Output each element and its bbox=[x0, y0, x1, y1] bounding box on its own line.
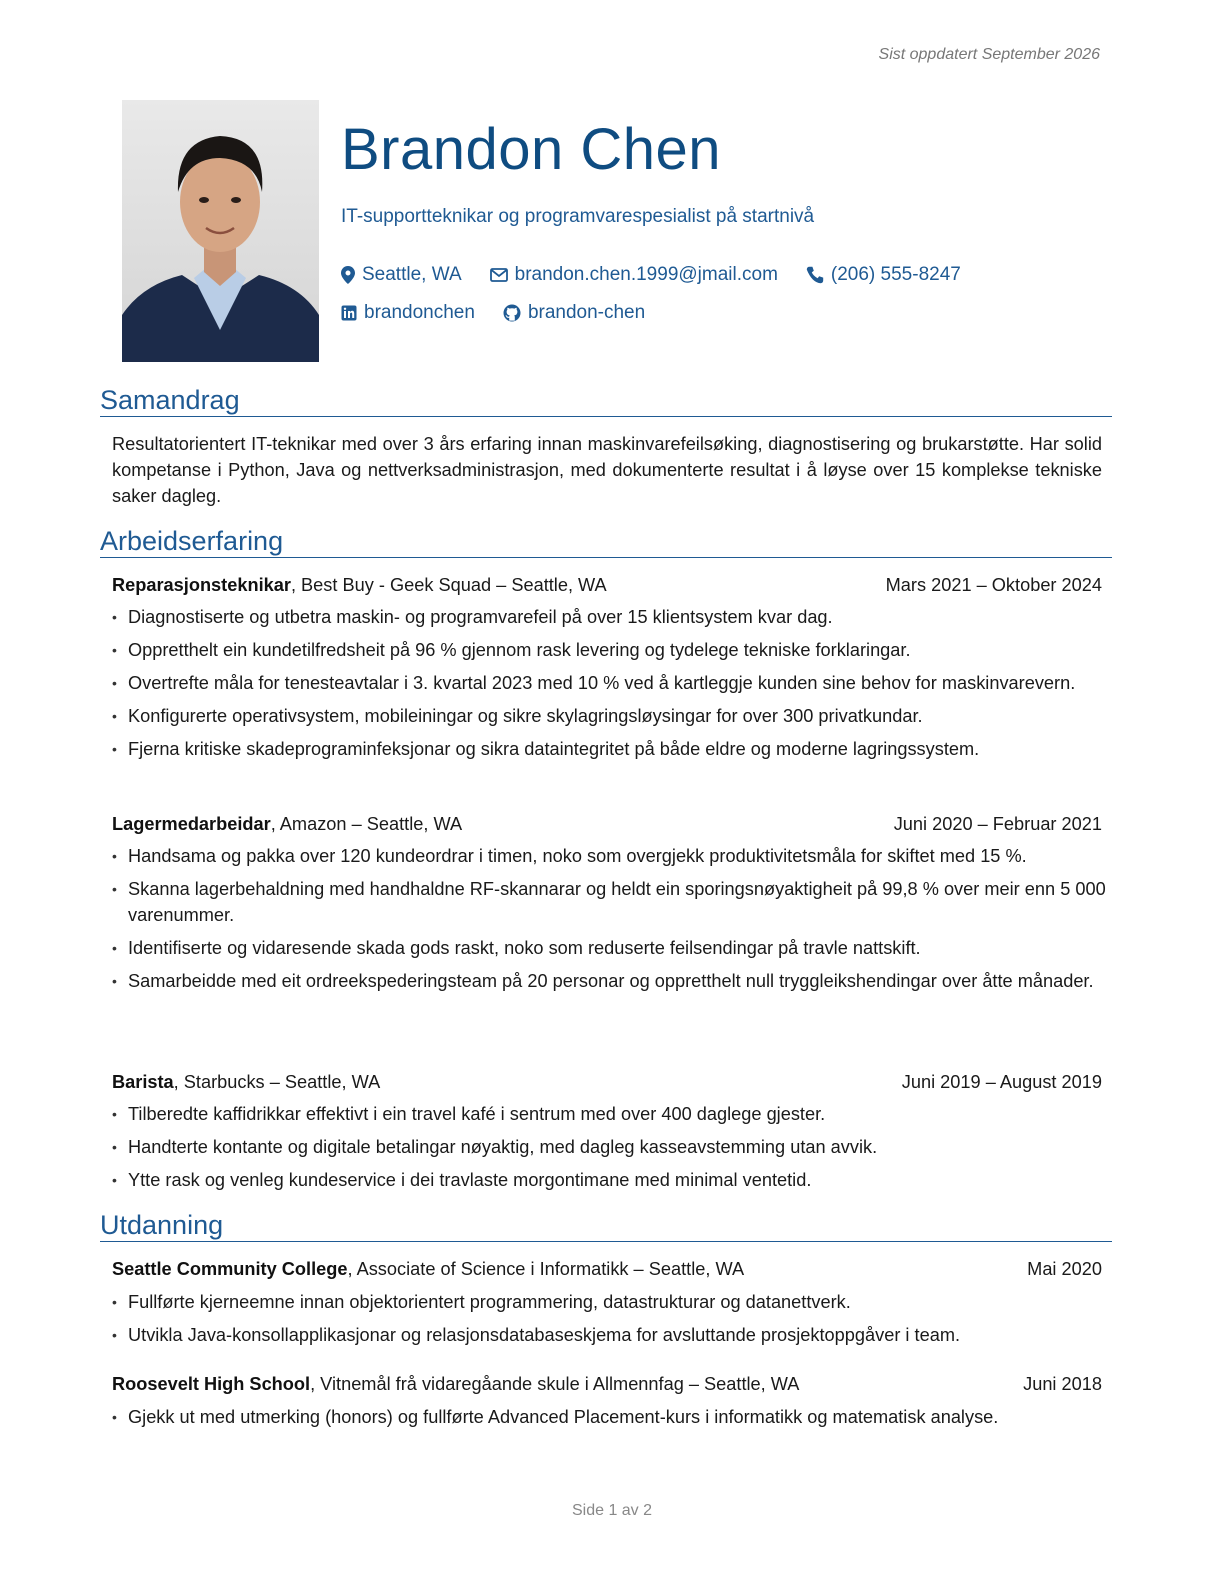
list-item: • Identifiserte og vidaresende skada gods raskt, noko som reduserte feilsendingar på travle nattskift. bbox=[112, 935, 1106, 961]
list-item: • Oppretthelt ein kundetilfredsheit på 96 % gjennom rask levering og tydelege tekniske forklaringar. bbox=[112, 637, 1106, 663]
list-item: • Overtrefte måla for tenesteavtalar i 3. kvartal 2023 med 10 % ved å kartleggje kunden sine behov for maskinvarevern. bbox=[112, 670, 1106, 696]
linkedin-icon bbox=[341, 305, 357, 321]
edu-school: Roosevelt High School bbox=[112, 1374, 311, 1394]
job-role: Reparasjonsteknikar bbox=[112, 575, 291, 595]
phone-icon bbox=[806, 266, 824, 284]
list-item: • Fullførte kjerneemne innan objektorientert programmering, datastrukturar og datanettverk. bbox=[112, 1289, 1106, 1315]
edu-dates: Mai 2020 bbox=[1027, 1259, 1102, 1279]
job-bullets-2 bbox=[112, 1101, 1106, 1200]
list-item: • Ytte rask og venleg kundeservice i dei travlaste morgontimane med minimal ventetid. bbox=[112, 1167, 1106, 1193]
job-org: , Best Buy - Geek Squad – Seattle, WA bbox=[290, 575, 607, 595]
edu-degree: , Vitnemål frå vidaregåande skule i Allmennfag – Seattle, WA bbox=[310, 1374, 800, 1394]
location-text: Seattle, WA bbox=[362, 264, 462, 285]
list-item: • Tilberedte kaffidrikkar effektivt i ein travel kafé i sentrum med over 400 daglege gjester. bbox=[112, 1101, 1106, 1127]
list-item: • Handterte kontante og digitale betalingar nøyaktig, med dagleg kasseavstemming utan avvik. bbox=[112, 1134, 1106, 1160]
linkedin-link[interactable]: brandonchen bbox=[364, 302, 475, 323]
job-header-0 bbox=[112, 572, 1102, 598]
edu-bullets-1 bbox=[112, 1404, 1106, 1437]
edu-header-0 bbox=[112, 1256, 1102, 1282]
phone-link[interactable]: (206) 555-8247 bbox=[830, 264, 961, 285]
job-role: Barista bbox=[112, 1072, 174, 1092]
edu-header-1 bbox=[112, 1371, 1102, 1397]
page-number: Side 1 av 2 bbox=[571, 1502, 653, 1519]
job-header-1 bbox=[112, 811, 1102, 837]
list-item: • Gjekk ut med utmerking (honors) og fullførte Advanced Placement-kurs i informatikk og matematisk analyse. bbox=[112, 1404, 1106, 1430]
list-item: • Samarbeidde med eit ordreekspederingsteam på 20 personar og oppretthelt null tryggleikshendingar over åtte månader. bbox=[112, 968, 1106, 994]
list-item: • Konfigurerte operativsystem, mobileiningar og sikre skylagringsløysingar for over 300 privatkundar. bbox=[112, 703, 1106, 729]
email-link[interactable]: brandon.chen.1999@jmail.com bbox=[514, 264, 778, 285]
job-dates: Juni 2019 – August 2019 bbox=[901, 1072, 1102, 1092]
section-title-education: Utdanning bbox=[100, 1209, 1112, 1242]
edu-bullets-0 bbox=[112, 1289, 1106, 1355]
contact-row-social bbox=[341, 302, 673, 324]
job-role: Lagermedarbeidar bbox=[112, 814, 271, 834]
profile-photo bbox=[122, 100, 319, 362]
job-dates: Mars 2021 – Oktober 2024 bbox=[885, 575, 1102, 595]
job-org: , Amazon – Seattle, WA bbox=[270, 814, 463, 834]
contact-github[interactable] bbox=[503, 302, 645, 324]
job-bullets-1 bbox=[112, 843, 1106, 1001]
section-title-experience: Arbeidserfaring bbox=[100, 525, 1112, 558]
map-pin-icon bbox=[341, 266, 355, 284]
list-item: • Fjerna kritiske skadeprograminfeksjonar og sikra dataintegritet på både eldre og moderne lagringssystem. bbox=[112, 736, 1106, 762]
job-header-2 bbox=[112, 1069, 1102, 1095]
summary-paragraph: Resultatorientert IT-teknikar med over 3 års erfaring innan maskinvarefeilsøking, diagnostisering og brukarstøtte. Har solid kompetanse i Python, Java og nettverksadministrasjon, med dokumenterte resultat i å løyse over 15 komplekse tekniske saker dagleg. bbox=[112, 434, 1102, 506]
contact-location bbox=[341, 264, 462, 286]
job-bullets-0 bbox=[112, 604, 1106, 769]
github-icon bbox=[503, 304, 521, 322]
candidate-name: Brandon Chen bbox=[341, 117, 722, 182]
job-org: , Starbucks – Seattle, WA bbox=[173, 1072, 381, 1092]
contact-email[interactable] bbox=[490, 264, 778, 286]
contact-phone[interactable] bbox=[806, 264, 961, 286]
list-item: • Diagnostiserte og utbetra maskin- og programvarefeil på over 15 klientsystem kvar dag. bbox=[112, 604, 1106, 630]
tagline: IT-supportteknikar og programvarespesialist på startnivå bbox=[341, 206, 815, 227]
edu-dates: Juni 2018 bbox=[1023, 1374, 1102, 1394]
contact-row-primary bbox=[341, 264, 989, 286]
list-item: • Handsama og pakka over 120 kundeordrar i timen, noko som overgjekk produktivitetsmåla for skiftet med 15 %. bbox=[112, 843, 1106, 869]
contact-linkedin[interactable] bbox=[341, 302, 475, 324]
list-item: • Utvikla Java-konsollapplikasjonar og relasjonsdatabaseskjema for avsluttande prosjektoppgåver i team. bbox=[112, 1322, 1106, 1348]
edu-school: Seattle Community College bbox=[112, 1259, 348, 1279]
section-title-summary: Samandrag bbox=[100, 384, 1112, 417]
list-item: • Skanna lagerbehaldning med handhaldne RF-skannarar og heldt ein sporingsnøyaktigheit på 99,8 % over meir enn 5 000 varenummer. bbox=[112, 876, 1106, 928]
envelope-icon bbox=[490, 268, 508, 282]
edu-degree: , Associate of Science i Informatikk – Seattle, WA bbox=[347, 1259, 745, 1279]
job-dates: Juni 2020 – Februar 2021 bbox=[893, 814, 1102, 834]
last-updated: Sist oppdatert September 2026 bbox=[878, 46, 1100, 63]
github-link[interactable]: brandon-chen bbox=[527, 302, 646, 323]
